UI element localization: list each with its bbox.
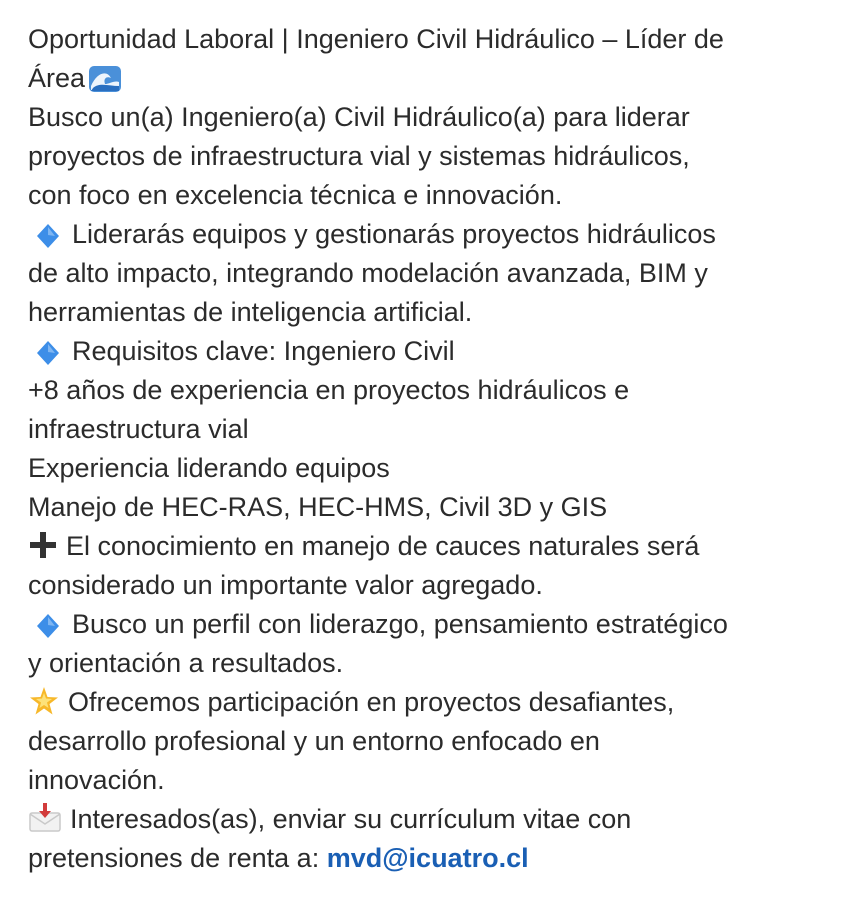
job-post: [28, 20, 828, 878]
contact-email-link[interactable]: mvd@icuatro.cl: [326, 843, 529, 873]
post-title-line-1: Oportunidad Laboral | Ingeniero Civil Hidráulico – Líder de: [28, 24, 724, 54]
requirement-line-2: infraestructura vial: [28, 414, 249, 444]
requirements-title: Requisitos clave: Ingeniero Civil: [72, 336, 455, 366]
glowing-star-icon: [28, 685, 60, 717]
requirement-line-4: Manejo de HEC-RAS, HEC-HMS, Civil 3D y GIS: [28, 492, 608, 522]
bullet-1-line-3: herramientas de inteligencia artificial.: [28, 297, 473, 327]
contact-line-2: [28, 839, 828, 878]
contact-text: Interesados(as), enviar su currículum vitae con: [70, 804, 632, 834]
requirement-line-3: Experiencia liderando equipos: [28, 453, 390, 483]
intro-line-2: proyectos de infraestructura vial y sistemas hidráulicos,: [28, 141, 690, 171]
blue-diamond-icon: [36, 338, 60, 364]
blue-diamond-icon: [36, 221, 60, 247]
requirement-line-1: +8 años de experiencia en proyectos hidráulicos e: [28, 375, 630, 405]
plus-note-line-2: considerado un importante valor agregado.: [28, 570, 543, 600]
offer-line-2: desarrollo profesional y un entorno enfocado en: [28, 726, 600, 756]
bullet-1-line-1: [28, 215, 828, 254]
intro-line-1: Busco un(a) Ingeniero(a) Civil Hidráulico(a) para liderar: [28, 102, 690, 132]
blue-diamond-icon: [36, 611, 60, 637]
profile-line-2: y orientación a resultados.: [28, 648, 344, 678]
post-title-word: Área: [28, 63, 86, 93]
bullet-1-line-2: de alto impacto, integrando modelación avanzada, BIM y: [28, 258, 708, 288]
plus-note-line-1: [28, 527, 828, 566]
offer-text: Ofrecemos participación en proyectos desafiantes,: [68, 687, 675, 717]
plus-icon: [28, 530, 58, 560]
water-wave-icon: [89, 64, 121, 90]
profile-text: Busco un perfil con liderazgo, pensamiento estratégico: [72, 609, 728, 639]
bullet-1-text: Liderarás equipos y gestionarás proyectos hidráulicos: [72, 219, 716, 249]
requirements-title-line: [28, 332, 828, 371]
offer-line-3: innovación.: [28, 765, 165, 795]
incoming-envelope-icon: [28, 803, 62, 833]
contact-line-1: [28, 800, 828, 839]
intro-line-3: con foco en excelencia técnica e innovación.: [28, 180, 563, 210]
profile-line-1: [28, 605, 828, 644]
post-title-line-2: [28, 59, 828, 98]
plus-note-text: El conocimiento en manejo de cauces naturales será: [66, 531, 700, 561]
contact-prefix: pretensiones de renta a:: [28, 843, 327, 873]
offer-line-1: [28, 683, 828, 722]
